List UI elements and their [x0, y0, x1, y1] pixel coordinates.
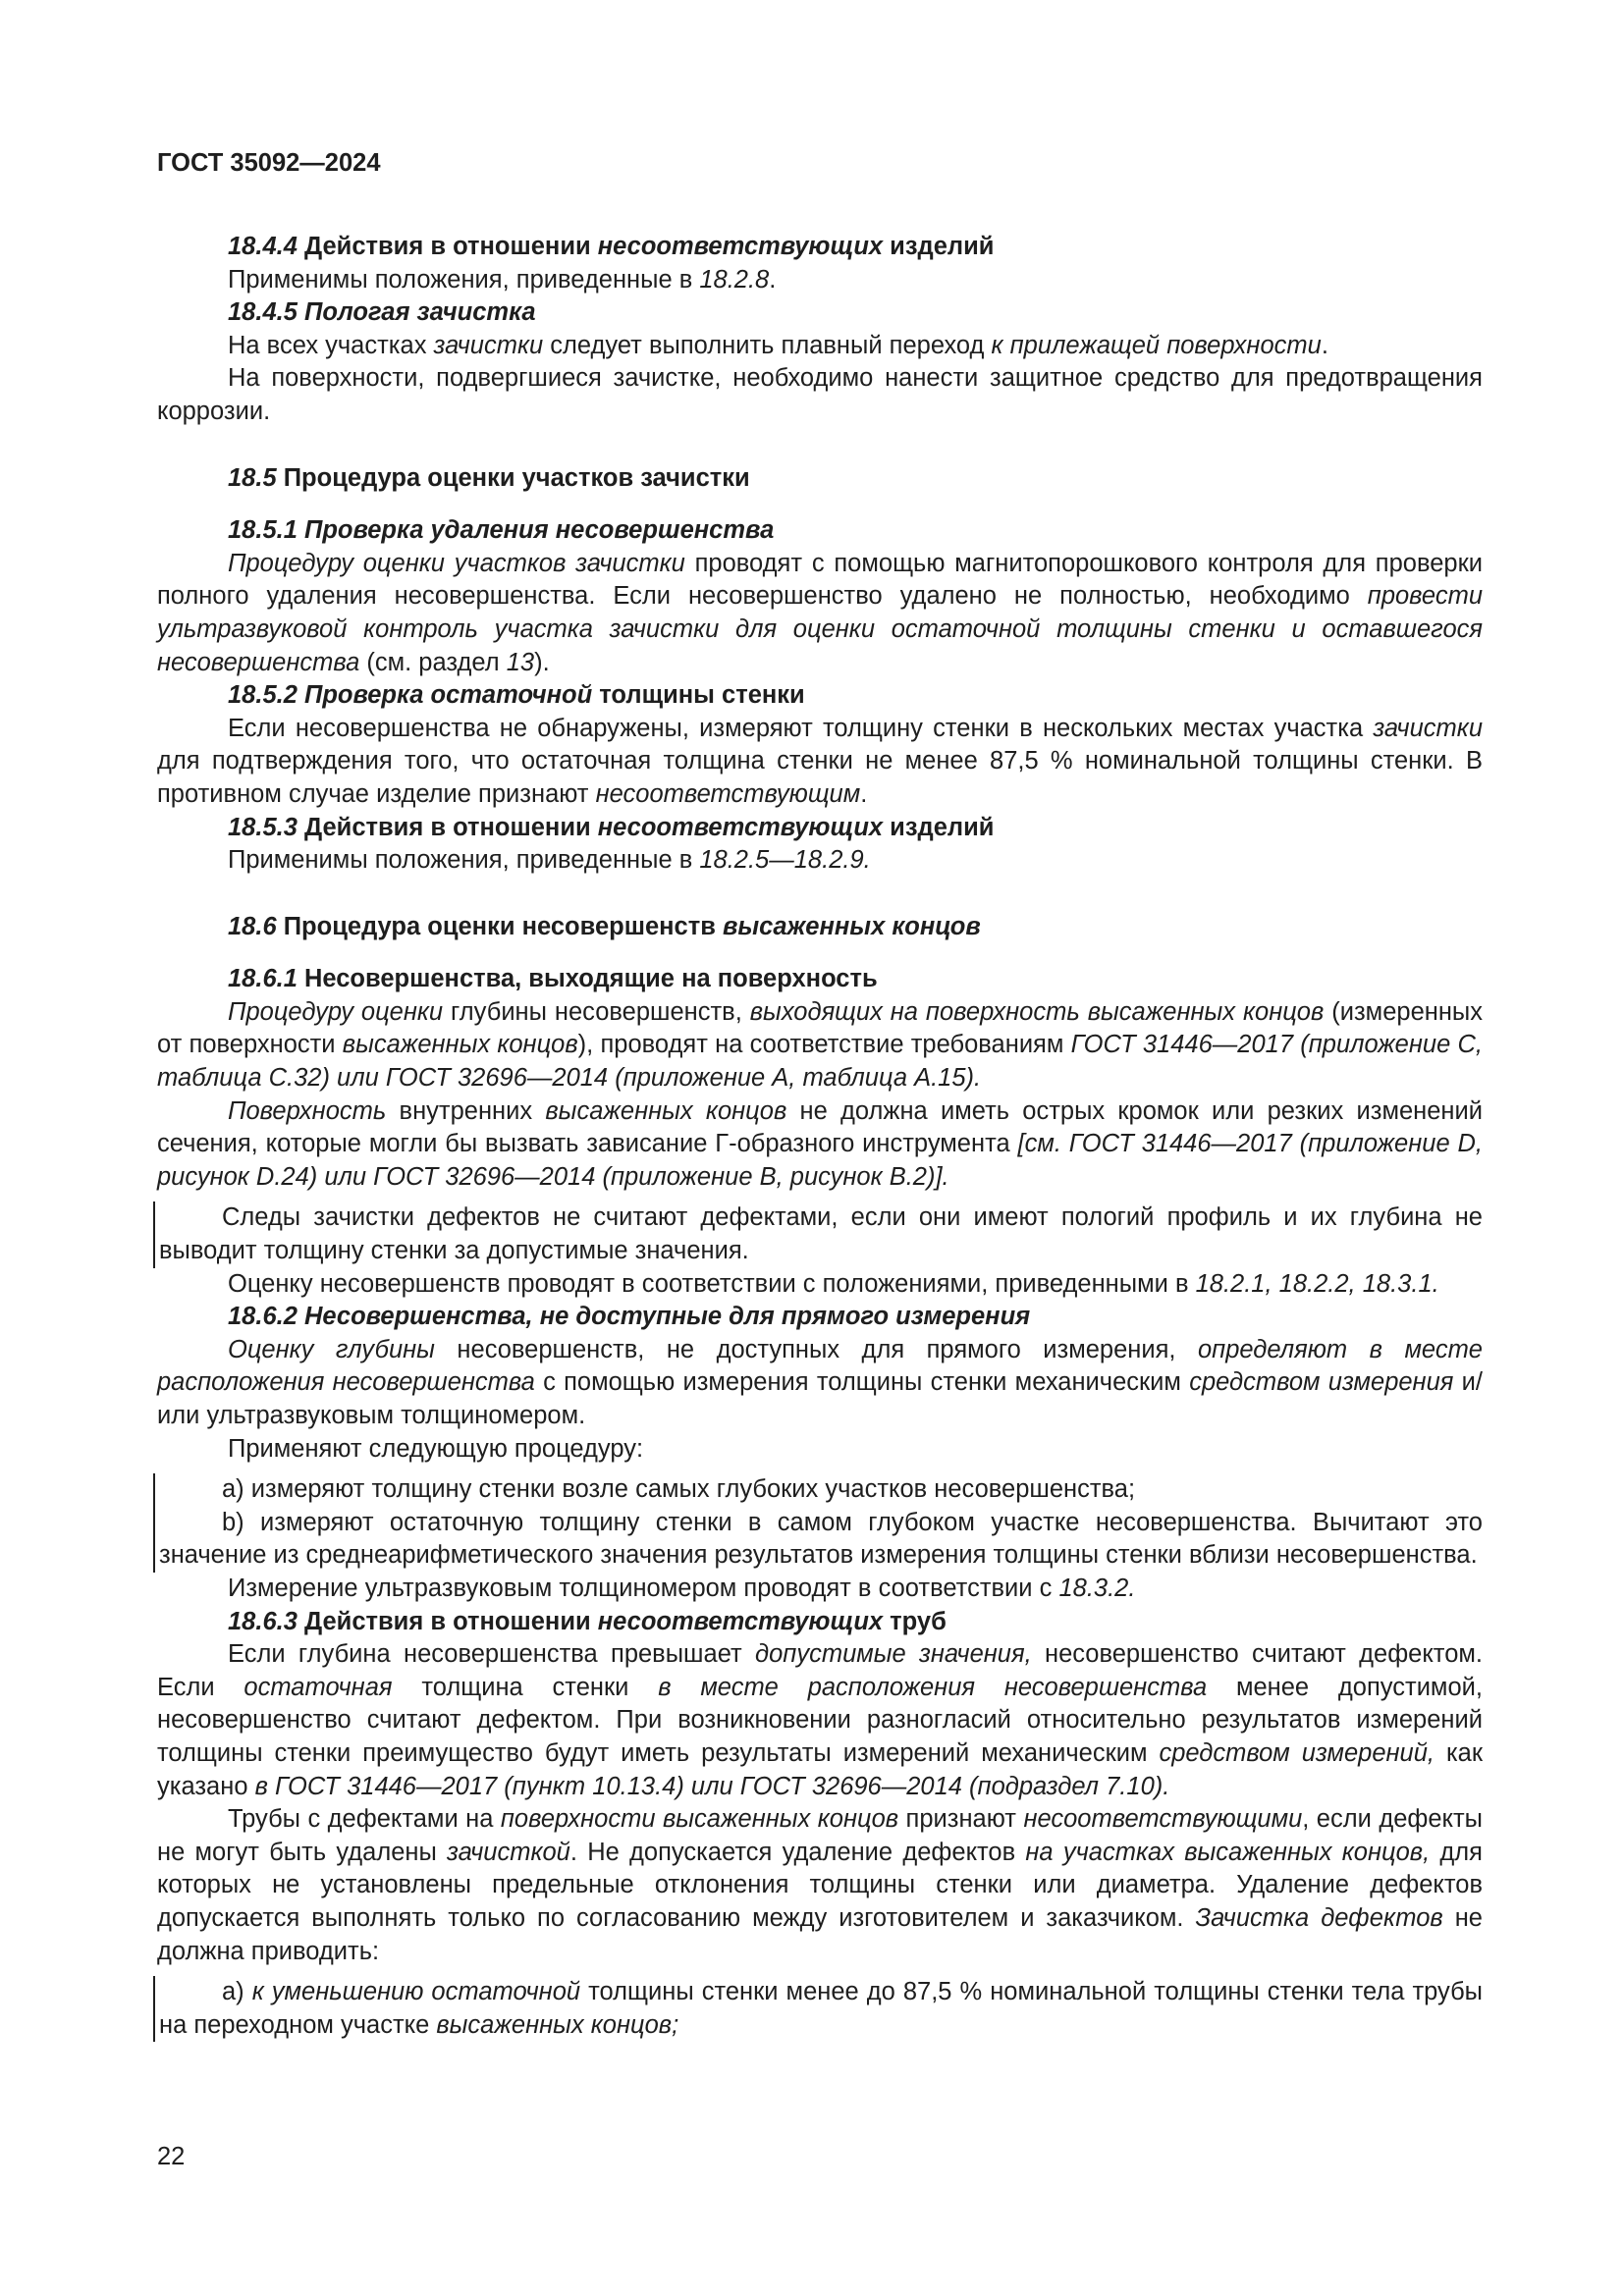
paragraph: Оценку глубины несовершенств, не доступных для прямого измерения, определяют в месте расположения несовершенства с помощью измерения толщины стенки механическим средством измерения и/или ультразвуковым толщиномером.: [157, 1335, 1483, 1429]
change-bar-block: [153, 1473, 1483, 1573]
paragraph: Если глубина несовершенства превышает допустимые значения, несовершенство считают дефектом. Если остаточная толщина стенки в месте расположения несовершенства менее допустимой, несовершенство считают дефектом. При возникновении разногласий относительно результатов измерений толщины стенки преимущество будут иметь результаты измерений механическим средством измерений, как указано в ГОСТ 31446—2017 (пункт 10.13.4) или ГОСТ 32696—2014 (подраздел 7.10).: [157, 1640, 1484, 1800]
heading-18-6-2: 18.6.2 Несовершенства, не доступные для прямого измерения: [228, 1303, 1031, 1331]
heading-18-5-1: 18.5.1 Проверка удаления несовершенства: [228, 516, 775, 545]
list-item: a) измеряют толщину стенки возле самых глубоких участков несовершенства;: [222, 1475, 1136, 1504]
paragraph: Трубы с дефектами на поверхности высаженных концов признают несоответствующими, если дефекты не могут быть удалены зачисткой. Не допускается удаление дефектов на участках высаженных концов, для которых не установлены предельные отклонения толщины стенки или диаметра. Удаление дефектов допускается выполнять только по согласованию между изготовителем и заказчиком. Зачистка дефектов не должна приводить:: [157, 1805, 1483, 1965]
paragraph: Следы зачистки дефектов не считают дефектами, если они имеют пологий профиль и их глубина не выводит толщину стенки за допустимые значения.: [159, 1203, 1483, 1265]
document-header: ГОСТ 35092—2024: [157, 149, 381, 177]
change-bar-block: [153, 1201, 1483, 1267]
list-item: а) к уменьшению остаточной толщины стенки менее до 87,5 % номинальной толщины стенки тела трубы на переходном участке высаженных концов;: [159, 1978, 1484, 2039]
heading-18-6: 18.6 Процедура оценки несовершенств высаженных концов: [228, 912, 981, 940]
heading-18-4-4: 18.4.4 Действия в отношении несоответствующих изделий: [228, 233, 995, 260]
heading-18-6-1: 18.6.1 Несовершенства, выходящие на поверхность: [228, 965, 878, 993]
paragraph: Измерение ультразвуковым толщиномером проводят в соответствии с 18.3.2.: [228, 1574, 1136, 1602]
heading-18-5-2: 18.5.2 Проверка остаточной толщины стенки: [228, 681, 805, 710]
heading-18-5: 18.5 Процедура оценки участков зачистки: [228, 463, 750, 492]
paragraph: Если несовершенства не обнаружены, измеряют толщину стенки в нескольких местах участка зачистки для подтверждения того, что остаточная толщина стенки не менее 87,5 % номинальной толщины стенки. В противном случае изделие признают несоответствующим.: [157, 714, 1483, 808]
paragraph: Процедуру оценки участков зачистки проводят с помощью магнитопорошкового контроля для проверки полного удаления несовершенства. Если несовершенство удалено не полностью, необходимо провести ультразвуковой контроль участка зачистки для оценки остаточной толщины стенки и оставшегося несовершенства (см. раздел 13).: [157, 549, 1483, 676]
paragraph: На поверхности, подвергшиеся зачистке, необходимо нанести защитное средство для предотвращения коррозии.: [157, 364, 1483, 425]
paragraph: Применяют следующую процедуру:: [228, 1434, 644, 1463]
change-bar-block: [153, 1976, 1483, 2042]
heading-18-4-5: 18.4.5 Пологая зачистка: [228, 298, 536, 327]
heading-18-6-3: 18.6.3 Действия в отношении несоответствующих труб: [228, 1607, 947, 1635]
paragraph: Оценку несовершенств проводят в соответствии с положениями, приведенными в 18.2.1, 18.2.2, 18.3.1.: [228, 1269, 1439, 1298]
paragraph: Поверхность внутренних высаженных концов не должна иметь острых кромок или резких изменений сечения, которые могли бы вызвать зависание Г-образного инструмента [см. ГОСТ 31446—2017 (приложение D, рисунок D.24) или ГОСТ 32696—2014 (приложение В, рисунок В.2)].: [157, 1096, 1483, 1191]
list-item: b) измеряют остаточную толщину стенки в самом глубоком участке несовершенства. Вычитают это значение из среднеарифметического значения результатов измерения толщины стенки вблизи несовершенства.: [159, 1508, 1483, 1570]
heading-18-5-3: 18.5.3 Действия в отношении несоответствующих изделий: [228, 813, 995, 841]
page-number: 22: [157, 2143, 186, 2170]
paragraph: Применимы положения, приведенные в 18.2.8.: [228, 265, 777, 294]
document-body: [157, 231, 1483, 2042]
paragraph: Применимы положения, приведенные в 18.2.5—18.2.9.: [228, 846, 871, 875]
paragraph: Процедуру оценки глубины несовершенств, выходящих на поверхность высаженных концов (измеренных от поверхности высаженных концов), проводят на соответствие требованиям ГОСТ 31446—2017 (приложение С, таблица С.32) или ГОСТ 32696—2014 (приложение А, таблица А.15).: [157, 997, 1483, 1093]
paragraph: На всех участках зачистки следует выполнить плавный переход к прилежащей поверхности.: [228, 331, 1328, 359]
